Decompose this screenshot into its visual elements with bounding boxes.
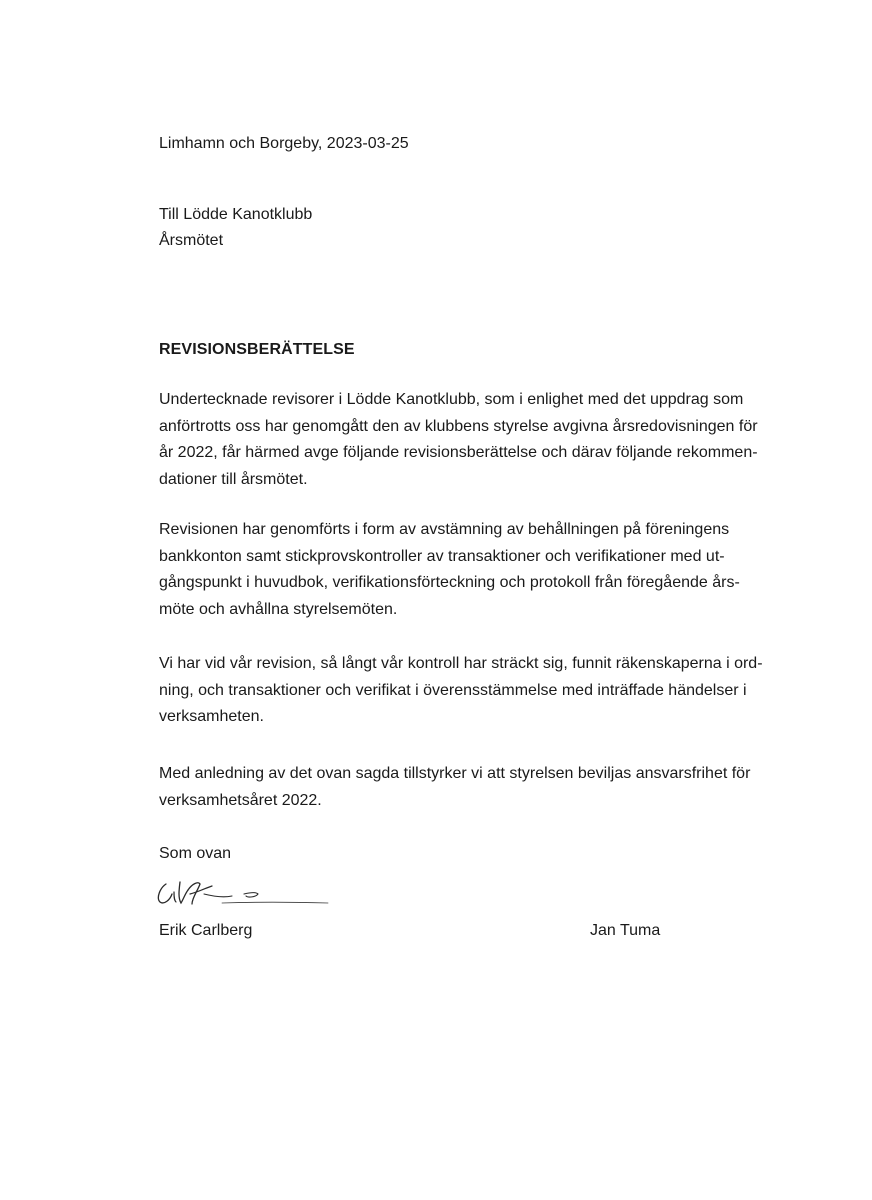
recipient-line-2: Årsmötet — [159, 232, 224, 249]
paragraph-line: Med anledning av det ovan sagda tillstyrker vi att styrelsen beviljas ansvarsfrihet för — [159, 765, 751, 782]
paragraph-line: Revisionen har genomförts i form av avstämning av behållningen på föreningens — [159, 521, 730, 538]
paragraph-line: anförtrotts oss har genomgått den av klubbens styrelse avgivna årsredovisningen för — [159, 417, 758, 435]
paragraph-line: möte och avhållna styrelsemöten. — [159, 600, 398, 618]
paragraph-line: år 2022, får härmed avge följande revisionsberättelse och därav följande rekommen- — [159, 444, 758, 461]
handwritten-signature — [152, 872, 332, 912]
paragraph-4 — [159, 761, 759, 814]
paragraph-line: dationer till årsmötet. — [159, 470, 308, 488]
paragraph-line: verksamheten. — [159, 708, 264, 725]
signatory-right-name: Jan Tuma — [590, 922, 661, 939]
paragraph-line: bankkonton samt stickprovskontroller av transaktioner och verifikationer med ut- — [159, 547, 725, 565]
paragraph-3 — [159, 651, 763, 731]
paragraph-1 — [159, 387, 759, 493]
paragraph-line: ning, och transaktioner och verifikat i överensstämmelse med inträffade händelser i — [159, 681, 747, 699]
closing-text: Som ovan — [159, 845, 232, 862]
paragraph-line: gångspunkt i huvudbok, verifikationsförteckning och protokoll från föregående års- — [159, 574, 740, 591]
place-and-date: Limhamn och Borgeby, 2023-03-25 — [159, 135, 409, 152]
paragraph-2 — [159, 517, 759, 623]
paragraph-line: Vi har vid vår revision, så långt vår kontroll har sträckt sig, funnit räkenskaperna i ord- — [159, 655, 763, 672]
paragraph-line: Undertecknade revisorer i Lödde Kanotklubb, som i enlighet med det uppdrag som — [159, 391, 744, 408]
document-title: REVISIONSBERÄTTELSE — [159, 341, 355, 358]
recipient-line-1: Till Lödde Kanotklubb — [159, 206, 313, 223]
paragraph-line: verksamhetsåret 2022. — [159, 791, 322, 809]
signatory-left-name: Erik Carlberg — [159, 922, 253, 939]
